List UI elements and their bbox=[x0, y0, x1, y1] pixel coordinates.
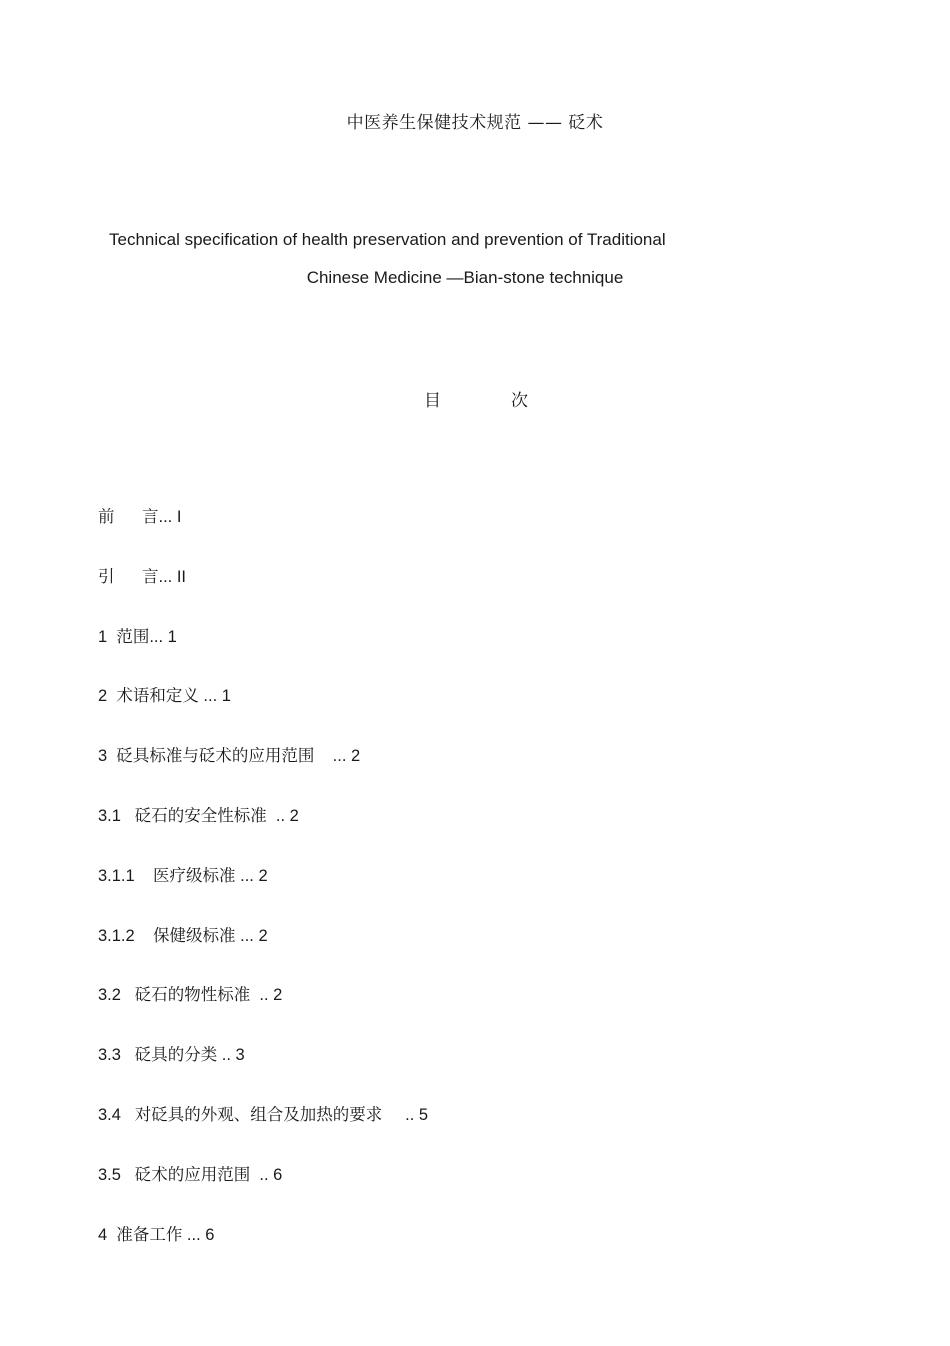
toc-entry-4-preparation[interactable]: 4 准备工作 ... 6 bbox=[98, 1225, 215, 1244]
toc-entry-3-4[interactable]: 3.4 对砭具的外观、组合及加热的要求 .. 5 bbox=[98, 1105, 429, 1124]
toc-entry-3-1[interactable]: 3.1 砭石的安全性标准 .. 2 bbox=[98, 806, 299, 825]
english-title-line-1: Technical specification of health preservation and prevention of Traditional bbox=[109, 230, 666, 249]
toc-entry-3-1-1[interactable]: 3.1.1 医疗级标准 ... 2 bbox=[98, 866, 268, 885]
toc-entry-3-standards[interactable]: 3 砭具标准与砭术的应用范围 ... 2 bbox=[98, 747, 361, 766]
toc-heading-char-2: 次 bbox=[511, 391, 528, 411]
table-of-contents bbox=[98, 506, 428, 1283]
toc-heading bbox=[424, 386, 528, 411]
toc-entry-3-1-2[interactable]: 3.1.2 保健级标准 ... 2 bbox=[98, 926, 268, 945]
toc-entry-3-2[interactable]: 3.2 砭石的物性标准 .. 2 bbox=[98, 986, 283, 1005]
toc-entry-foreword[interactable]: 前 言... I bbox=[98, 508, 182, 526]
toc-entry-3-5[interactable]: 3.5 砭术的应用范围 .. 6 bbox=[98, 1165, 283, 1184]
toc-entry-introduction[interactable]: 引 言... II bbox=[98, 567, 187, 586]
toc-entry-1-scope[interactable]: 1 范围... 1 bbox=[98, 627, 177, 646]
english-title-line-2: Chinese Medicine —Bian-stone technique bbox=[306, 268, 624, 287]
toc-heading-char-1: 目 bbox=[424, 391, 441, 411]
toc-entry-2-terms[interactable]: 2 术语和定义 ... 1 bbox=[98, 687, 231, 706]
toc-entry-3-3[interactable]: 3.3 砭具的分类 .. 3 bbox=[98, 1046, 245, 1065]
chinese-title: 中医养生保健技术规范 —— 砭术 bbox=[346, 113, 604, 133]
